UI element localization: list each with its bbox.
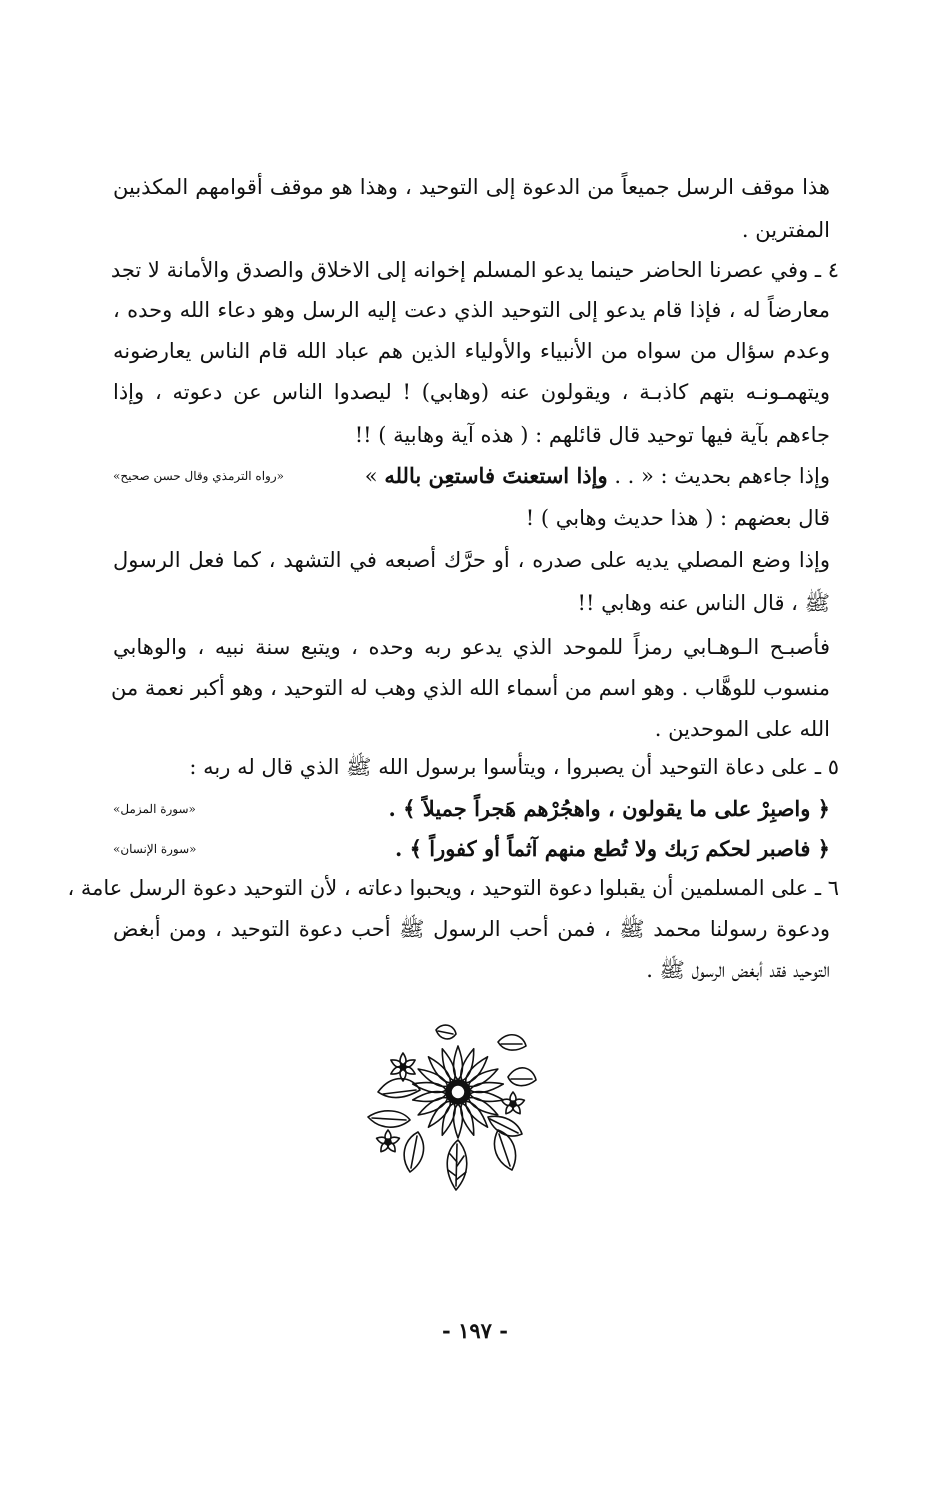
text-line: ودعوة رسولنا محمد ﷺ ، فمن أحب الرسول ﷺ أحب دعوة التوحيد ، ومن أبغض (113, 917, 830, 941)
hadith-text: وإذا استعنتَ فاستعِن بالله (384, 463, 608, 488)
text-line: المفترين . (741, 218, 830, 242)
text-line: وإذا وضع المصلي يديه على صدره ، أو حرَّك أصبعه في التشهد ، كما فعل الرسول (113, 548, 830, 572)
hadith-intro: وإذا جاءهم بحديث : « . . (614, 464, 830, 488)
text-line: الله على الموحدين . (654, 717, 830, 741)
text-line: معارضاً له ، فإذا قام يدعو إلى التوحيد الذي دعت إليه الرسل وهو دعاء الله وحده ، (113, 298, 830, 322)
text-line: جاءهم بآية فيها توحيد قال قائلهم : ( هذه آية وهابية ) !! (354, 423, 830, 447)
list-item-6-line: ٦ ـ على المسلمين أن يقبلوا دعوة التوحيد ، ويحبوا دعاته ، لأن التوحيد دعوة الرسل عامة ، (67, 876, 839, 900)
verse-2-source: «سورة الإنسان» (113, 842, 197, 856)
hadith-close: » (364, 464, 378, 488)
list-item-4-line: ٤ ـ وفي عصرنا الحاضر حينما يدعو المسلم إخوانه إلى الاخلاق والصدق والأمانة لا تجد (110, 258, 839, 282)
hadith-line (365, 461, 830, 491)
text-line: وعدم سؤال من سواه من الأنبياء والأولياء الذين هم عباد الله قام الناس يعارضونه (113, 339, 830, 363)
text-line: ﷺ ، قال الناس عنه وهابي !! (577, 591, 830, 615)
text-line: قال بعضهم : ( هذا حديث وهابي ) ! (525, 506, 830, 530)
hadith-source: «رواه الترمذي وقال حسن صحيح» (113, 469, 284, 483)
text-line: هذا موقف الرسل جميعاً من الدعوة إلى التوحيد ، وهذا هو موقف أقوامهم المكذبين (113, 175, 830, 199)
text-line: منسوب للوهَّاب . وهو اسم من أسماء الله الذي وهب له التوحيد ، وهو أكبر نعمة من (110, 676, 830, 700)
list-item-5-line: ٥ ـ على دعاة التوحيد أن يصبروا ، ويتأسوا برسول الله ﷺ الذي قال له ربه : (189, 755, 839, 779)
page-number: - ١٩٧ - (442, 1318, 508, 1343)
quran-verse-1: ﴿ واصبِرْ على ما يقولون ، واهجُرْهم هَجراً جميلاً ﴾ . (388, 796, 830, 821)
text-line: ويتهمـونـه بتهم كاذبـة ، ويقولون عنه (وهابي) ! ليصدوا الناس عن دعوته ، وإذا (113, 380, 830, 404)
verse-1-source: «سورة المزمل» (113, 802, 196, 816)
quran-verse-2: ﴿ فاصبر لحكم رَبك ولا تُطع منهم آثماً أو كفوراً ﴾ . (395, 836, 830, 861)
flower-ornament-icon (358, 1022, 540, 1202)
text-line: التوحيد فقد أبغض الرسول ﷺ . (646, 958, 830, 982)
text-line: فأصبـح الـوهـابي رمزاً للموحد الذي يدعو ربه وحده ، ويتبع سنة نبيه ، والوهابي (113, 635, 830, 659)
